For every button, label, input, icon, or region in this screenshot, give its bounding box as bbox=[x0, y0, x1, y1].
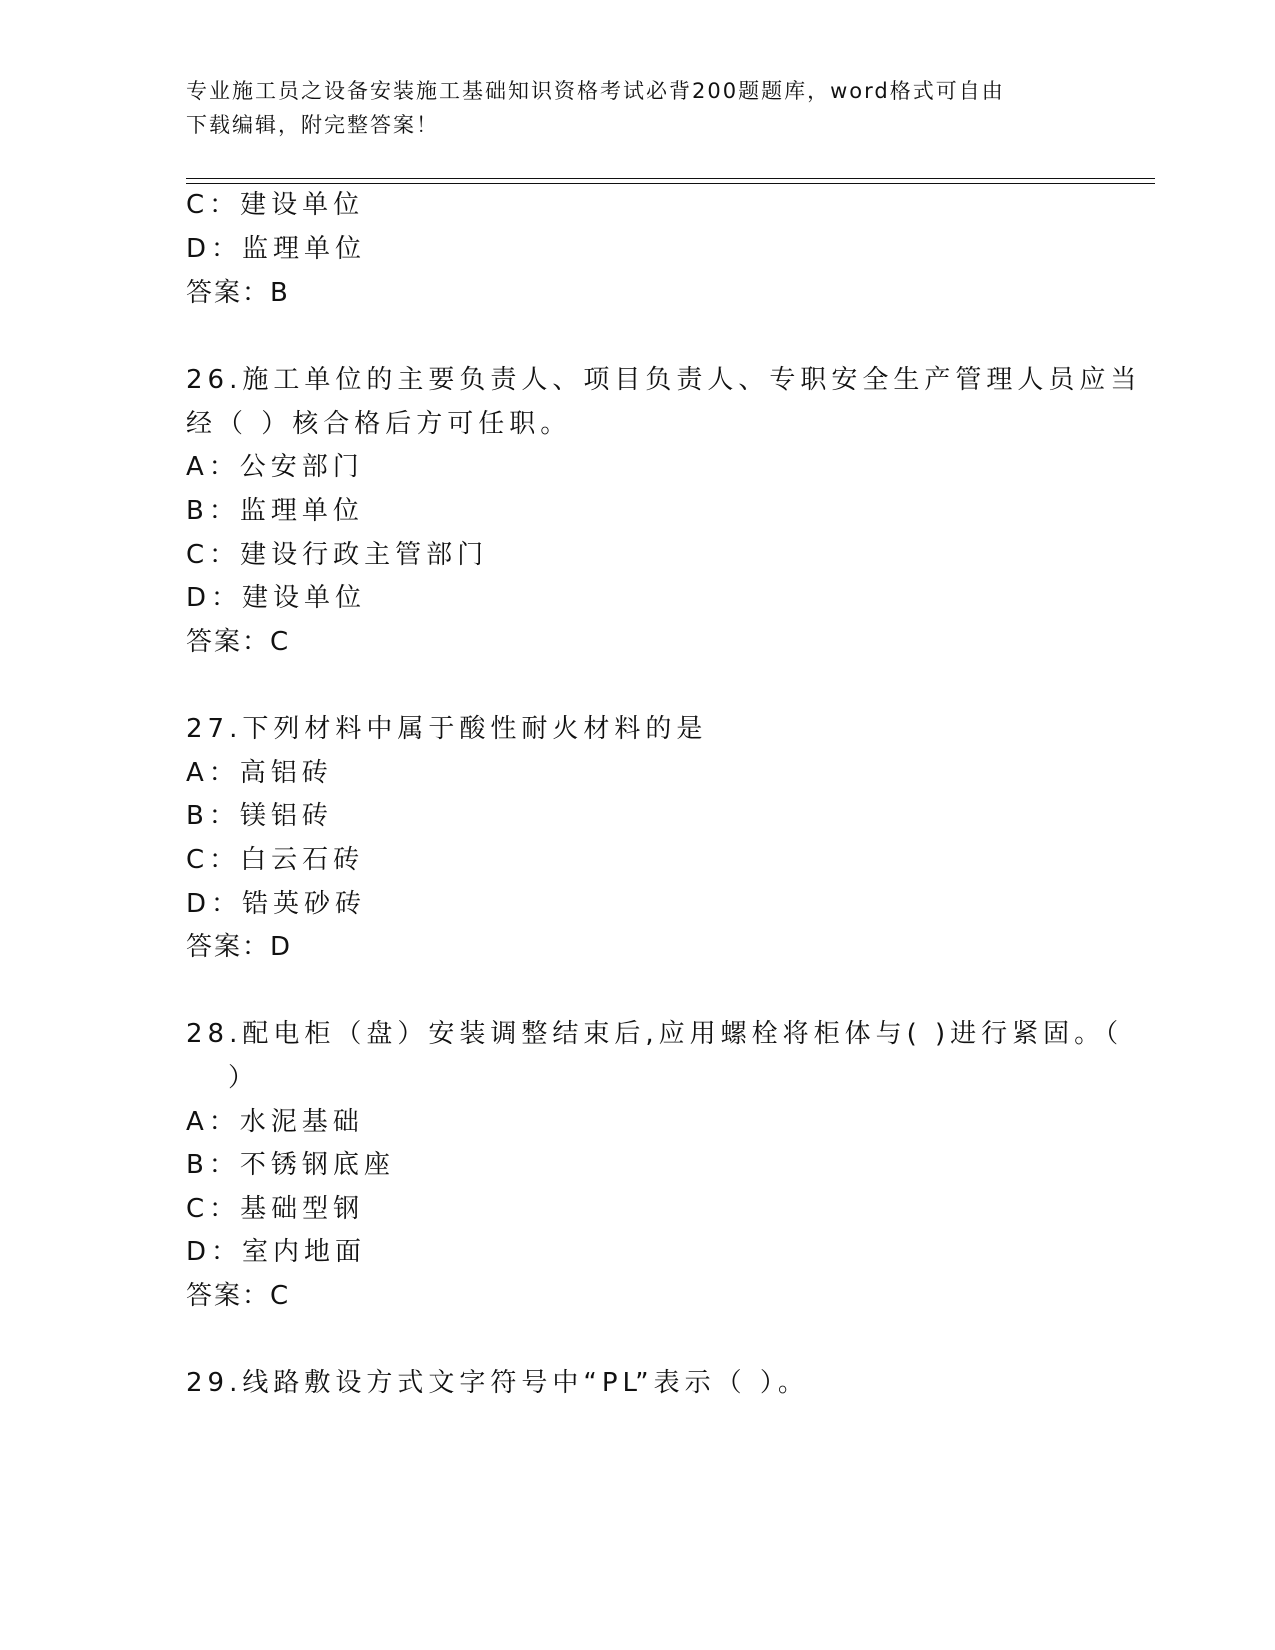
option-b: B：不锈钢底座 bbox=[186, 1150, 395, 1180]
option-b: B：监理单位 bbox=[186, 496, 364, 526]
option-a: A：公安部门 bbox=[186, 452, 364, 482]
option-d: D：锆英砂砖 bbox=[186, 889, 367, 919]
question-stem: 28.配电柜（盘）安装调整结束后,应用螺栓将柜体与( )进行紧固。（ bbox=[186, 1019, 1124, 1049]
answer-line: 答案：D bbox=[186, 932, 293, 962]
answer-line: 答案：C bbox=[186, 627, 291, 657]
question-stem-continued: 经（ ）核合格后方可任职。 bbox=[186, 409, 572, 439]
option-a: A：高铝砖 bbox=[186, 758, 333, 788]
header-divider-bottom bbox=[186, 183, 1155, 184]
option-c: C：基础型钢 bbox=[186, 1194, 365, 1224]
answer-line: 答案：C bbox=[186, 1281, 291, 1311]
header-divider-top bbox=[186, 178, 1155, 179]
question-stem-continued: ） bbox=[228, 1063, 260, 1093]
document-title bbox=[186, 74, 1086, 142]
document-title-line-1: 专业施工员之设备安装施工基础知识资格考试必背200题题库，word格式可自由 bbox=[186, 79, 1005, 103]
question-stem: 26.施工单位的主要负责人、项目负责人、专职安全生产管理人员应当 bbox=[186, 365, 1142, 395]
answer-line: 答案：B bbox=[186, 278, 290, 308]
option-d: D：监理单位 bbox=[186, 234, 367, 264]
option-c: C：建设单位 bbox=[186, 190, 365, 220]
question-stem: 29.线路敷设方式文字符号中“PL”表示（ ）。 bbox=[186, 1368, 809, 1398]
document-title-line-2: 下载编辑，附完整答案！ bbox=[186, 113, 439, 137]
option-b: B：镁铝砖 bbox=[186, 801, 333, 831]
question-stem: 27.下列材料中属于酸性耐火材料的是 bbox=[186, 714, 708, 744]
option-a: A：水泥基础 bbox=[186, 1107, 364, 1137]
option-c: C：白云石砖 bbox=[186, 845, 365, 875]
option-d: D：室内地面 bbox=[186, 1237, 367, 1267]
option-c: C：建设行政主管部门 bbox=[186, 540, 489, 570]
option-d: D：建设单位 bbox=[186, 583, 367, 613]
